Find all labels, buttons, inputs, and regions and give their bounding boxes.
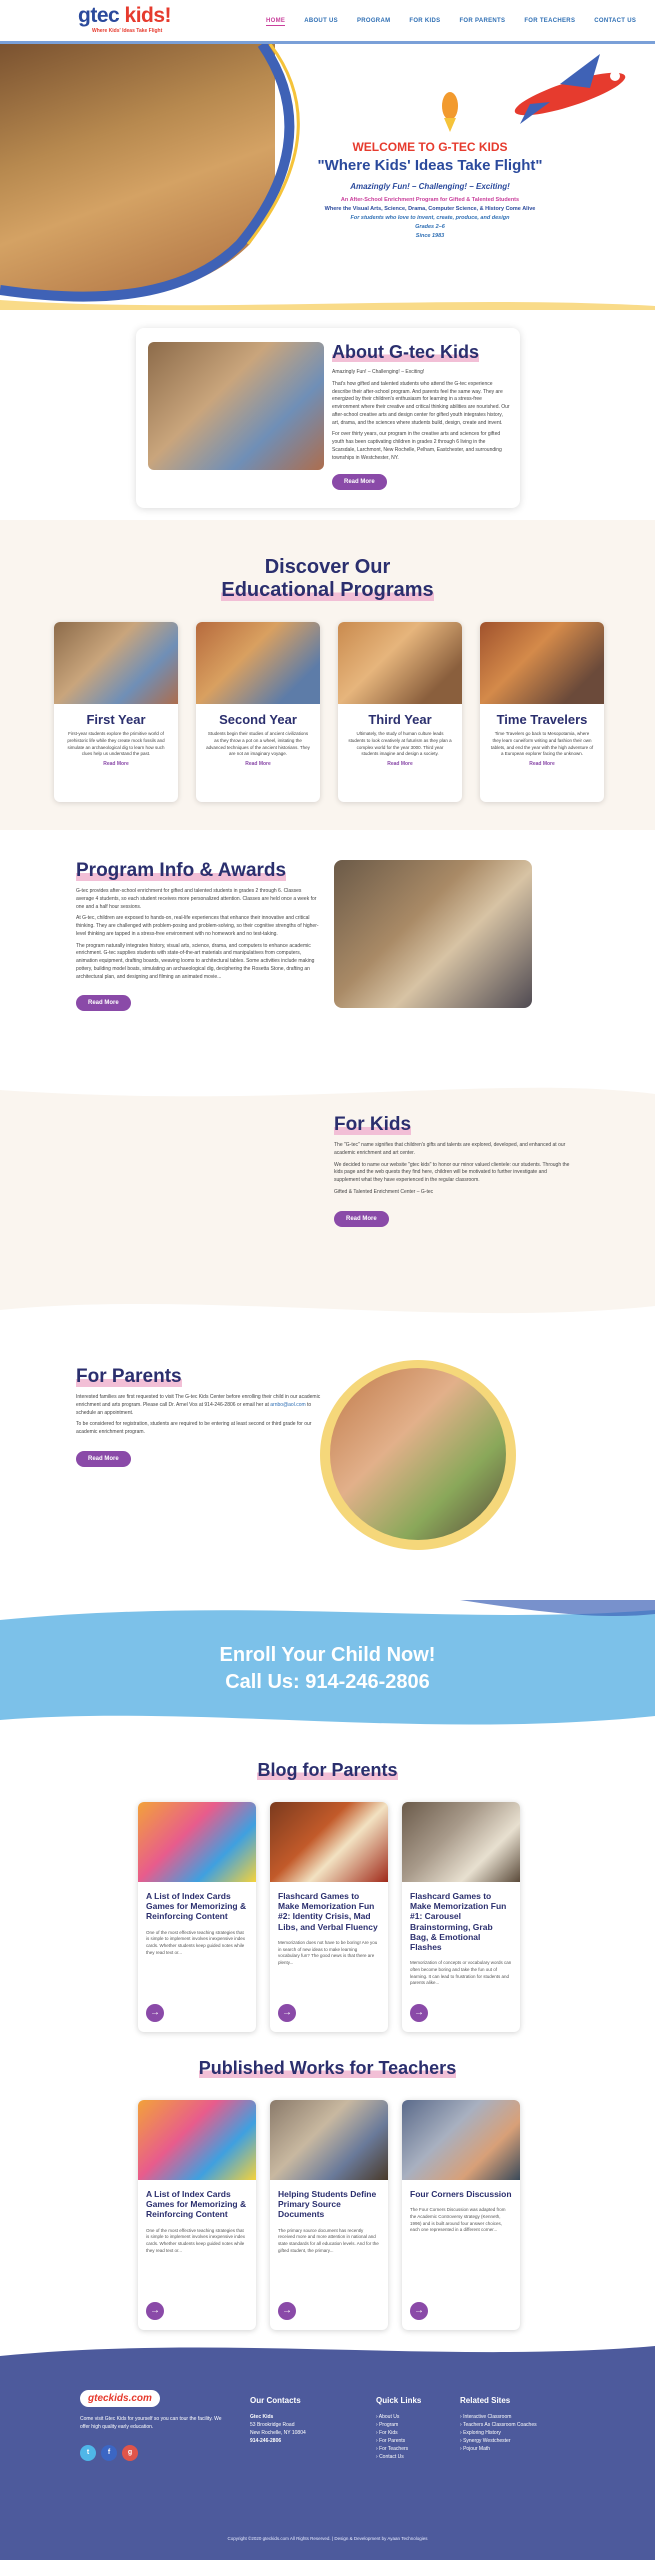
arrow-right-icon[interactable]: → [410, 2302, 428, 2320]
program-read-more-link[interactable]: Read More [387, 761, 413, 767]
twitter-icon[interactable]: t [80, 2445, 96, 2461]
info-title: Program Info & Awards [76, 860, 287, 881]
blog-photo [270, 1802, 388, 1882]
teacher-card[interactable]: Four Corners Discussion The Four Corners Discussion was adapted from the Academic Controversy strategy (Kenneth, 1996) and is built around four answer choices, each one represented in a different corner... → [402, 2100, 520, 2330]
nav-for-parents[interactable]: FOR PARENTS [459, 18, 506, 24]
blog-card[interactable]: Flashcard Games to Make Memorization Fun #2: Identity Crisis, Mad Libs, and Verbal Fluency Memorization does not have to be boring! Are you in search of new ideas to make learning vocabulary fun? The good news is that there are plenty... → [270, 1802, 388, 2032]
copyright: Copyright ©2020 gteckids.com All Rights Reserved. | Design & Development by Ayaan Technologies [227, 2536, 428, 2541]
nav-home[interactable]: HOME [266, 18, 286, 24]
footer-related-sites: Related Sites › Interactive Classroom › Teachers As Classroom Coaches › Exploring History › Synergy Westchester › Pojour Math [460, 2396, 537, 2452]
blog-photo [138, 1802, 256, 1882]
program-read-more-link[interactable]: Read More [529, 761, 555, 767]
nav-contact-us[interactable]: CONTACT US [594, 18, 637, 24]
kids-read-more-button[interactable]: Read More [334, 1211, 389, 1227]
fish-rocket-icon [430, 84, 470, 134]
blog-card[interactable]: Flashcard Games to Make Memorization Fun #1: Carousel Brainstorming, Grab Bag, & Emotional Flashes Memorization of concepts or vocabulary words can often become boring and take the fun out of learning. It can lead to frustration for students and parents alike... → [402, 1802, 520, 2032]
programs-section [0, 520, 655, 830]
nav-for-kids[interactable]: FOR KIDS [409, 18, 441, 24]
program-card[interactable]: Time Travelers Time Travelers go back to Mesopotamia, where they learn cuneiform writing and fashion their own tablets, and end the year with the high adventure of a European explorer facing the unknown. Read More [480, 622, 604, 802]
arrow-right-icon[interactable]: → [146, 2004, 164, 2022]
airplane-icon [490, 54, 640, 134]
program-card[interactable]: Third Year Ultimately, the study of human culture leads students to look creatively at futurism as they plan a complex world for the year 3000. Third year students imagine and design a society. Read More [338, 622, 462, 802]
enroll-headline: Enroll Your Child Now! [219, 1644, 436, 1666]
facebook-icon[interactable]: f [101, 2445, 117, 2461]
program-photo [196, 622, 320, 704]
teacher-photo [270, 2100, 388, 2180]
info-read-more-button[interactable]: Read More [76, 995, 131, 1011]
kids-title: For Kids [334, 1114, 412, 1135]
hero-text: WELCOME TO G-TEC KIDS "Where Kids' Ideas Take Flight" Amazingly Fun! – Challenging! – Exciting! An After-School Enrichment Program for Gifted & Talented Students Where the Visual Arts, Science, Drama, Computer Science, & History Come Alive For students who love to invent, create, produce, and design Grades 2–6 Since 1983 [300, 140, 560, 239]
hero-welcome: WELCOME TO G-TEC KIDS [352, 140, 508, 154]
program-photo [480, 622, 604, 704]
footer-link[interactable]: › Program [376, 2422, 399, 2428]
site-logo[interactable]: gtec kids! Where Kids' Ideas Take Flight [78, 4, 172, 34]
parents-email-link[interactable]: arnbo@aol.com [270, 1401, 306, 1408]
about-photo [148, 342, 324, 470]
program-card[interactable]: First Year First-year students explore the primitive world of prehistoric life while they create mock fossils and simulate an archaeological dig to learn how such clues help us understand the past. Read More [54, 622, 178, 802]
parents-title: For Parents [76, 1366, 182, 1387]
about-title: About G-tec Kids [332, 342, 479, 362]
info-photo [334, 860, 532, 1008]
footer-related-link[interactable]: › Exploring History [460, 2430, 501, 2436]
programs-title: Educational Programs [221, 579, 434, 601]
google-plus-icon[interactable]: g [122, 2445, 138, 2461]
teachers-title: Published Works for Teachers [198, 2058, 457, 2078]
program-photo [338, 622, 462, 704]
hero-subtitle: Amazingly Fun! – Challenging! – Exciting! [350, 182, 510, 191]
footer-related-link[interactable]: › Pojour Math [460, 2446, 491, 2452]
teacher-card[interactable]: Helping Students Define Primary Source Documents The primary source document has recently received more and more attention in national and state standards for all education levels. And for the gifted student, the primary... → [270, 2100, 388, 2330]
footer-link[interactable]: › About Us [376, 2414, 400, 2420]
about-read-more-button[interactable]: Read More [332, 474, 387, 490]
footer-related-link[interactable]: › Synergy Westchester [460, 2438, 511, 2444]
info-section: Program Info & Awards G-tec provides after-school enrichment for gifted and talented students in grades 2 through 6. Classes average 4 students, so each student receives more personalized attention. Classes are held once a week for one and a half hour sessions. At G-tec, children are exposed to hands-on, real-life experiences that enhance their innovative and critical thinking. They are challenged with problem-posing and problem-solving, so their cognitive strengths of higher-level thinking are tapped in a stress-free environment with no homework and no test-taking. The program naturally integrates history, visual arts, science, drama, and computers to enhance academic enrichment. G-tec supplies students with state-of-the-art materials and manipulatives from computers, animation equipment, drafting boards, weaving looms to architectural tables. Some activities include making pottery, building model boats, simulating an archaeological dig, deciphering the Rosetta Stone, drafting an architectural plan, and designing and filming an animated movie... Read More [76, 860, 320, 1011]
footer-contacts: Our Contacts Gtec Kids 53 Brookridge Road New Rochelle, NY 10804 914-246-2806 [250, 2396, 306, 2444]
blog-photo [402, 1802, 520, 1882]
arrow-right-icon[interactable]: → [278, 2004, 296, 2022]
site-header [0, 0, 655, 44]
footer-link[interactable]: › Contact Us [376, 2454, 404, 2460]
nav-about-us[interactable]: ABOUT US [304, 18, 338, 24]
blog-title: Blog for Parents [257, 1760, 398, 1780]
program-photo [54, 622, 178, 704]
hero-section [0, 44, 655, 310]
footer-related-link[interactable]: › Interactive Classroom [460, 2414, 512, 2420]
parents-section: For Parents Interested families are first requested to visit The G-tec Kids Center before enrolling their child in our academic enrichment and arts program. Please call Dr. Arnel Vos at 914-246-2806 or email her at arnbo@aol.com to schedule an appointment. To be considered for registration, students are required to be entering at least second or third grade for our academic enrichment program. Read More [76, 1366, 322, 1467]
footer-logo[interactable]: gteckids.com [80, 2390, 160, 2407]
hero-headline: "Where Kids' Ideas Take Flight" [317, 157, 543, 174]
parents-photo [330, 1368, 506, 1540]
teacher-card[interactable]: A List of Index Cards Games for Memorizing & Reinforcing Content One of the most effective teaching strategies that is simple to implement involves inexpensive index cards. Whether students keep guided notes while they read text or... → [138, 2100, 256, 2330]
program-card[interactable]: Second Year Students begin their studies of ancient civilizations as they throw a pot on a wheel, imitating the advanced techniques of the ancient historians. They are not an imaginary voyage. Read More [196, 622, 320, 802]
nav-for-teachers[interactable]: FOR TEACHERS [524, 18, 576, 24]
teacher-photo [138, 2100, 256, 2180]
program-read-more-link[interactable]: Read More [245, 761, 271, 767]
parents-read-more-button[interactable]: Read More [76, 1451, 131, 1467]
footer-link[interactable]: › For Parents [376, 2438, 406, 2444]
footer-phone[interactable]: 914-246-2806 [250, 2438, 282, 2444]
footer-link[interactable]: › For Teachers [376, 2446, 409, 2452]
enroll-banner [0, 1600, 655, 1738]
program-read-more-link[interactable]: Read More [103, 761, 129, 767]
about-card: About G-tec Kids Amazingly Fun! – Challenging! – Exciting! That's how gifted and talented students who attend the G-tec experience describe their after-school program. And parents feel the same way. They are energized by their children's enthusiasm for learning in a stress-free environment where their creative and critical thinking abilities are nourished. Our after-school creative arts and design center for gifted youth integrates history, art, drama, and the sciences where students build, design, create and invent. For over thirty years, our program in the creative arts and sciences for gifted youth has been captivating children in grades 2 through 6 living in the Scarsdale, Larchmont, New Rochelle, Pelham, Eastchester, and surrounding townships in Westchester, NY. Read More [136, 328, 520, 508]
arrow-right-icon[interactable]: → [410, 2004, 428, 2022]
kids-section: For Kids The "G-tec" name signifies that children's gifts and talents are explored, developed, and enhanced at our academic enrichment and art center. We decided to name our website "gtec kids" to honor our minor valued clientele: our students. Through the kids page and the web quests they find here, children will be motivated to further investigate and supplement what they have experienced in the regular classroom. Gifted & Talented Enrichment Center – G-tec Read More [0, 1080, 655, 1320]
nav-program[interactable]: PROGRAM [356, 18, 391, 24]
arrow-right-icon[interactable]: → [278, 2302, 296, 2320]
enroll-phone[interactable]: Call Us: 914-246-2806 [225, 1671, 430, 1693]
site-footer: gteckids.com Come visit Gtec Kids for yourself so you can tour the facility. We offer high quality early education. t f g Our Contacts Gtec Kids 53 Brookridge Road New Rochelle, NY 10804 914-246-2806 Quick Links › About Us › Program › For Kids › For Parents › For Teachers › Contact Us Related Sites › Interactive Classroom › Teachers As Classroom Coaches › Exploring History › Synergy Westchester › Pojour Math Copyright ©2020 gteckids.com All Rights Reserved. | Design & Development by Ayaan Technologies [0, 2340, 655, 2560]
footer-quick-links: Quick Links › About Us › Program › For Kids › For Parents › For Teachers › Contact Us [376, 2396, 422, 2460]
programs-title-line1: Discover Our [264, 556, 391, 578]
blog-card[interactable]: A List of Index Cards Games for Memorizing & Reinforcing Content One of the most effective teaching strategies that is simple to implement involves inexpensive index cards. Whether students keep guided notes while they read text or... → [138, 1802, 256, 2032]
footer-related-link[interactable]: › Teachers As Classroom Coaches [460, 2422, 537, 2428]
teacher-photo [402, 2100, 520, 2180]
footer-link[interactable]: › For Kids [376, 2430, 398, 2436]
main-nav [266, 18, 636, 26]
arrow-right-icon[interactable]: → [146, 2302, 164, 2320]
